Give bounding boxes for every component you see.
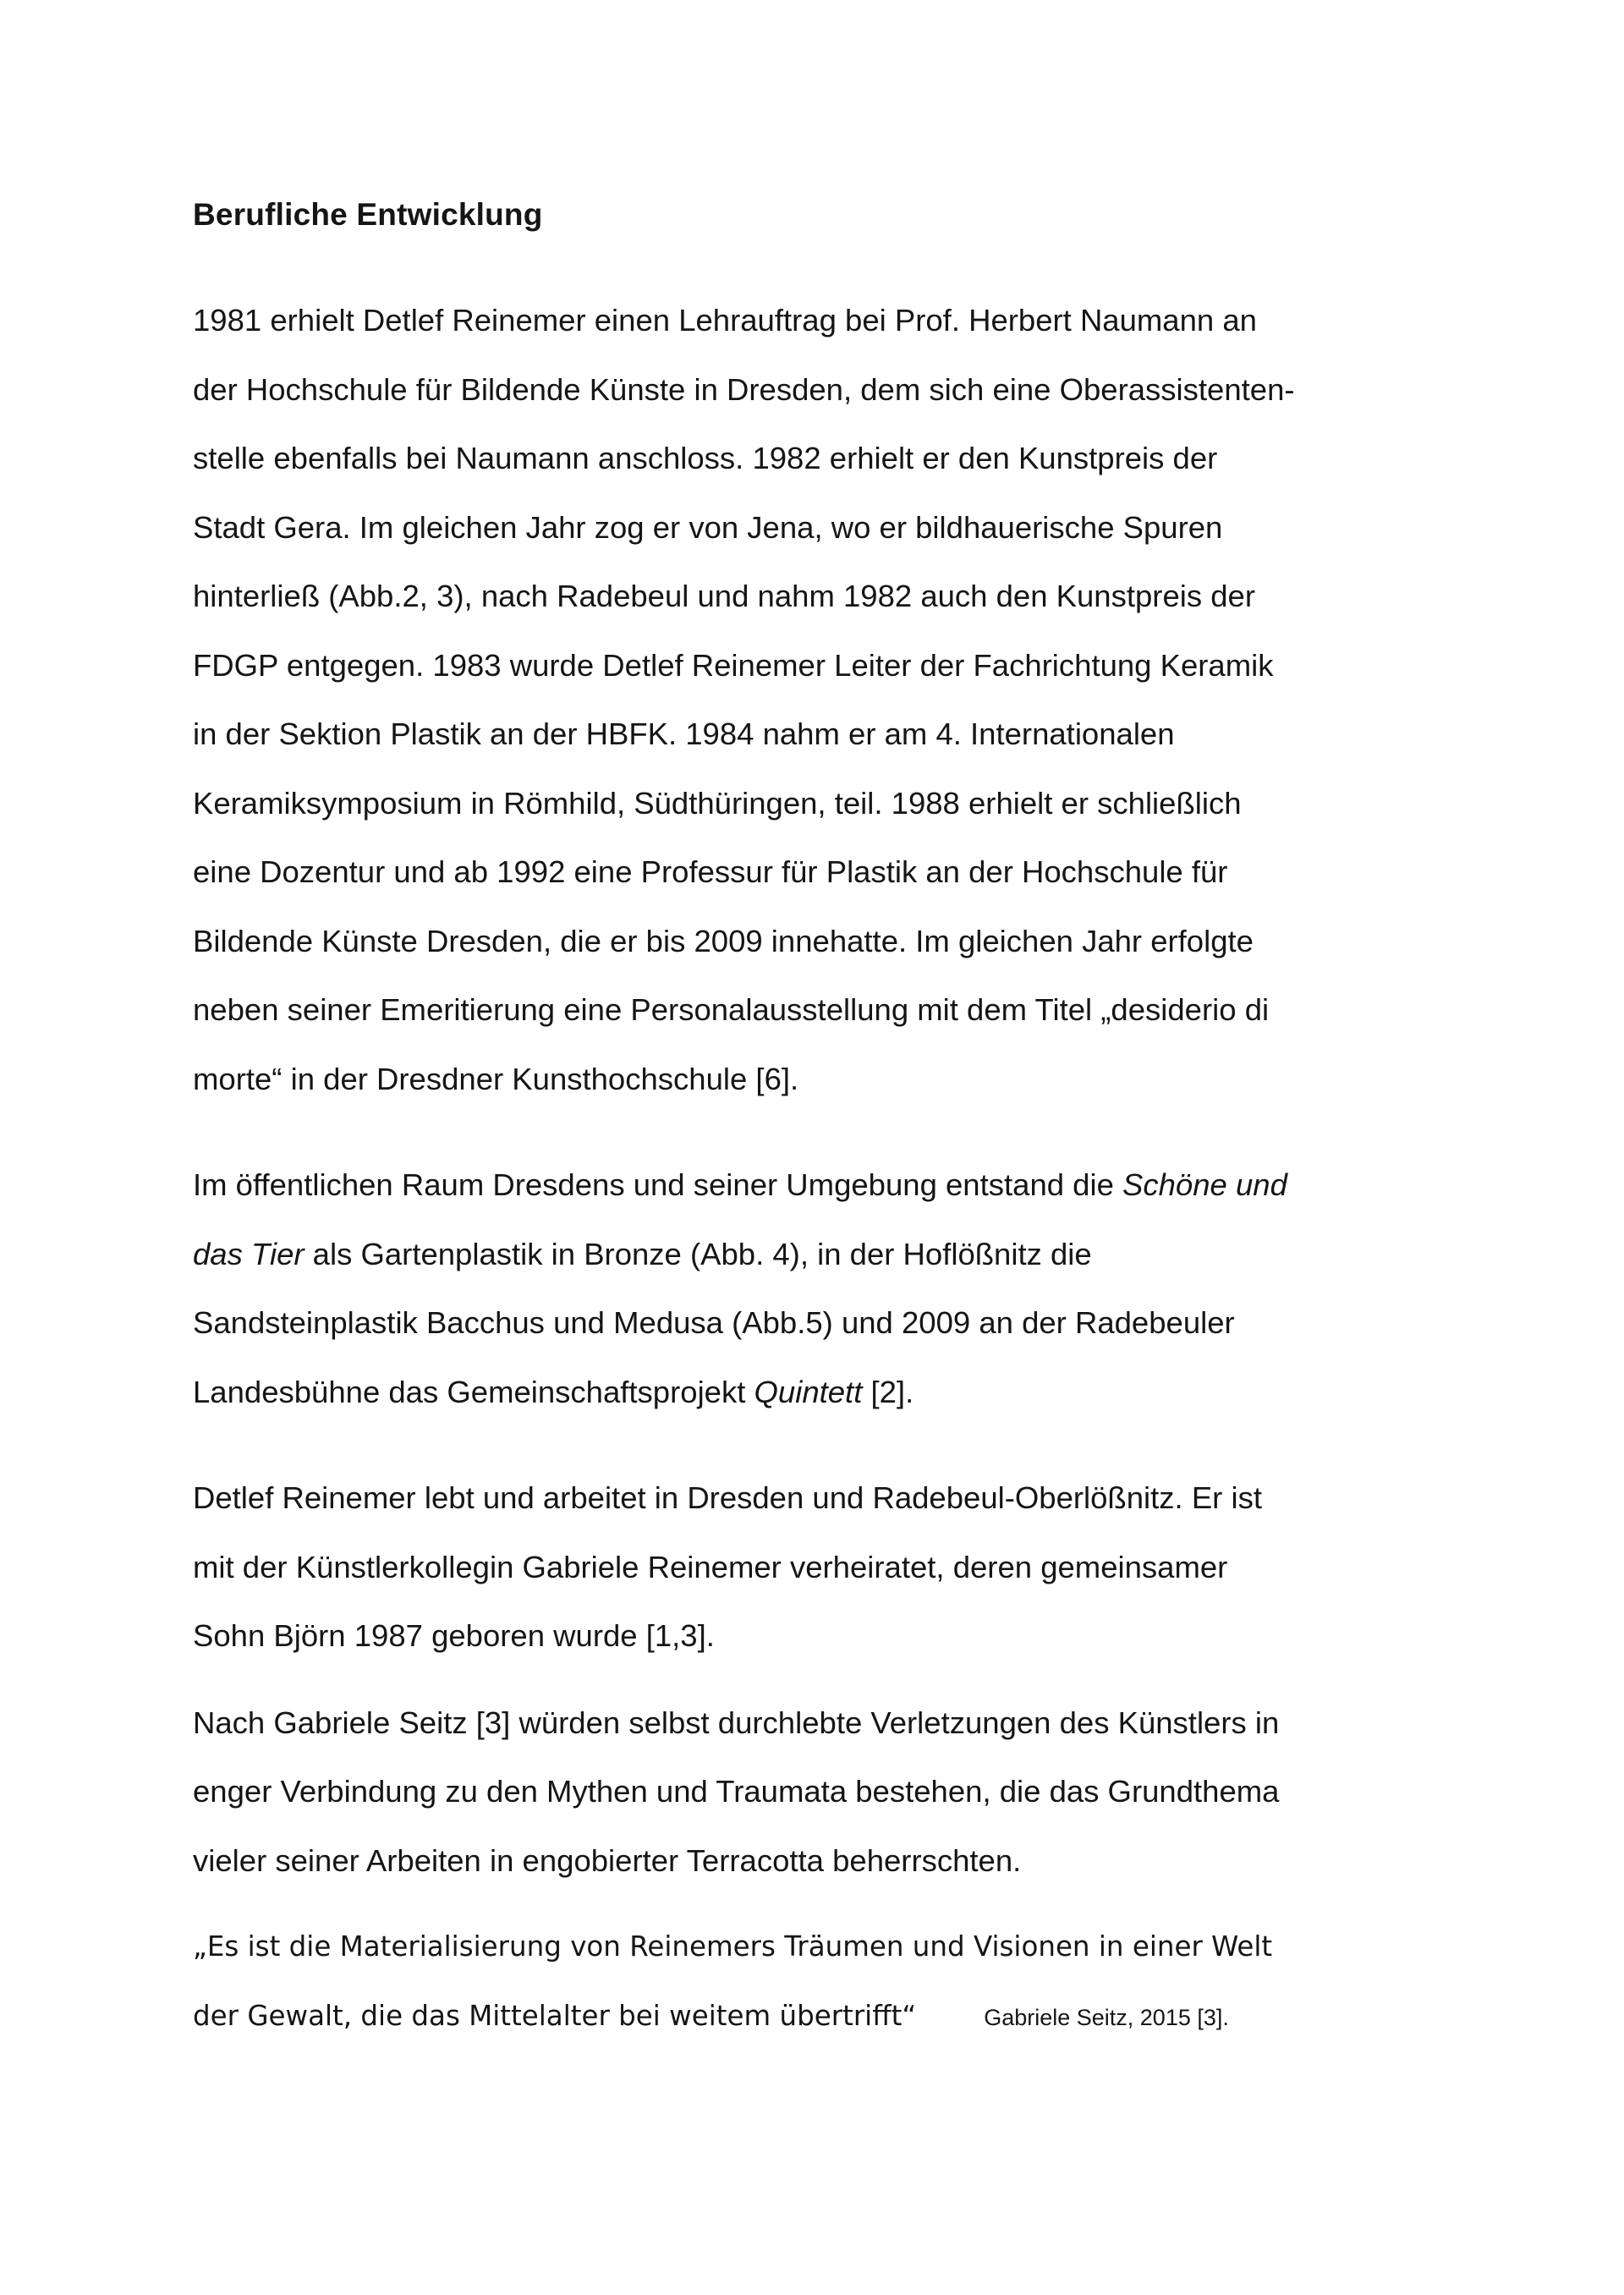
- text-line: Sohn Björn 1987 geboren wurde [1,3].: [193, 1618, 715, 1653]
- text-line: in der Sektion Plastik an der HBFK. 1984 nahm er am 4. Internationalen: [193, 717, 1175, 751]
- text-line: [193, 1150, 1436, 1220]
- text-span: als Gartenplastik in Bronze (Abb. 4), in der Hoflößnitz die: [304, 1236, 1092, 1271]
- text-span: [2].: [862, 1374, 914, 1409]
- artwork-title: das Tier: [193, 1236, 304, 1271]
- document-content: [193, 189, 1436, 2052]
- text-line: Detlef Reinemer lebt und arbeitet in Dresden und Radebeul-Oberlößnitz. Er ist: [193, 1480, 1262, 1515]
- text-line: morte“ in der Dresdner Kunsthochschule [6].: [193, 1061, 799, 1096]
- text-line: Keramiksymposium in Römhild, Südthüringen, teil. 1988 erhielt er schließlich: [193, 785, 1242, 821]
- text-line: neben seiner Emeritierung eine Personalausstellung mit dem Titel „desiderio di: [193, 992, 1270, 1027]
- quote-line: „Es ist die Materialisierung von Reinemers Träumen und Visionen in einer Welt: [193, 1930, 1273, 1963]
- text-line: FDGP entgegen. 1983 wurde Detlef Reinemer Leiter der Fachrichtung Keramik: [193, 647, 1274, 683]
- text-line: hinterließ (Abb.2, 3), nach Radebeul und nahm 1982 auch den Kunstpreis der: [193, 579, 1256, 613]
- artwork-title: Quintett: [754, 1374, 863, 1409]
- text-line: Nach Gabriele Seitz [3] würden selbst durchlebte Verletzungen des Künstlers in: [193, 1705, 1280, 1740]
- paragraph-public-works: [193, 1150, 1436, 1426]
- text-line: vieler seiner Arbeiten in engobierter Terracotta beherrschten.: [193, 1842, 1022, 1878]
- paragraph-career: [193, 286, 1436, 1113]
- quote-line: [193, 1982, 1436, 2053]
- text-line: enger Verbindung zu den Mythen und Traumata bestehen, die das Grundthema: [193, 1774, 1280, 1809]
- text-line: Bildende Künste Dresden, die er bis 2009 innehatte. Im gleichen Jahr erfolgte: [193, 923, 1254, 958]
- text-line: mit der Künstlerkollegin Gabriele Reinemer verheiratet, deren gemeinsamer: [193, 1549, 1228, 1584]
- section-heading: Berufliche Entwicklung: [193, 197, 543, 232]
- quote-attribution: Gabriele Seitz, 2015 [3].: [984, 2004, 1229, 2030]
- text-line: der Hochschule für Bildende Künste in Dresden, dem sich eine Oberassistenten-: [193, 371, 1295, 407]
- text-line: [193, 1358, 1436, 1427]
- text-line: Sandsteinplastik Bacchus und Medusa (Abb.5) und 2009 an der Radebeuler: [193, 1305, 1235, 1340]
- quote-text: der Gewalt, die das Mittelalter bei weitem übertrifft“: [193, 1999, 917, 2032]
- text-span: Im öffentlichen Raum Dresdens und seiner Umgebung entstand die: [193, 1167, 1123, 1202]
- text-line: [193, 1220, 1436, 1289]
- paragraph-personal: [193, 1463, 1436, 1671]
- text-line: 1981 erhielt Detlef Reinemer einen Lehrauftrag bei Prof. Herbert Naumann an: [193, 303, 1257, 338]
- paragraph-themes: [193, 1688, 1436, 1896]
- text-line: stelle ebenfalls bei Naumann anschloss. 1982 erhielt er den Kunstpreis der: [193, 441, 1218, 475]
- artwork-title: Schöne und: [1122, 1167, 1287, 1202]
- quote-block: [193, 1913, 1436, 2052]
- text-line: eine Dozentur und ab 1992 eine Professur für Plastik an der Hochschule für: [193, 854, 1228, 889]
- text-line: Stadt Gera. Im gleichen Jahr zog er von Jena, wo er bildhauerische Spuren: [193, 509, 1223, 545]
- text-span: Landesbühne das Gemeinschaftsprojekt: [193, 1374, 754, 1409]
